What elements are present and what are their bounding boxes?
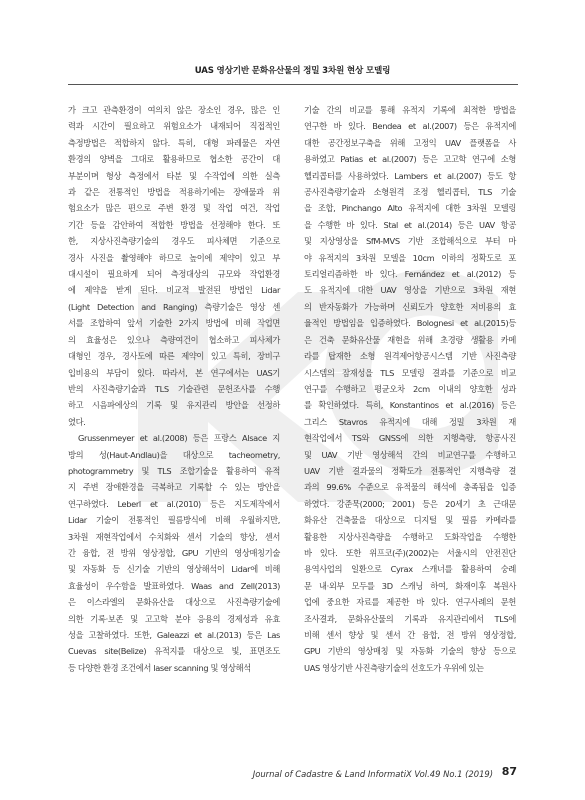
text-line: 3차원 재현작업에서 수치화와 센서 기술의 향상, 센서 <box>68 531 280 542</box>
text-line: 가 크고 관측환경이 여의치 않은 장소인 경우, 많은 인 <box>68 105 280 115</box>
text-line: 을 수행한 바 있다. Stal et al.(2014) 등은 UAV 항공 <box>304 219 516 230</box>
journal-footer: Journal of Cadastre & Land InformatiX Vol.49 No.1 (2019) <box>252 769 493 779</box>
text-line: 한, 지상사진측량기술의 경우도 피사체면 기준으로 <box>68 236 280 247</box>
text-line: 용역사업의 일환으로 Cyrax 스캐너를 활용하여 숭례 <box>304 564 516 575</box>
text-line: 율적인 방법임을 입증하였다. Bolognesi et al.(2015)등 <box>304 318 516 329</box>
text-line: 도 유적지에 대한 UAV 영상을 기반으로 3차원 재현 <box>304 285 516 296</box>
text-line: 화유산 건축물을 대상으로 디지털 및 필름 카메라를 <box>304 515 516 526</box>
text-line: 연구하였다. Leberl et al.(2010) 등은 지도제작에서 <box>68 498 280 509</box>
text-line: 부분이며 형상 측정에서 타분 및 수작업에 의한 실측 <box>68 170 280 181</box>
text-line: 대시설이 필요하게 되어 측정대상의 규모와 작업환경 <box>68 269 280 280</box>
text-line: 바 있다. 또한 위프코(주)(2002)는 서울시의 안전진단 <box>304 547 516 558</box>
text-line: 하였다. 강준묵(2000; 2001) 등은 20세기 초 근대문 <box>304 498 516 509</box>
text-line: 야 유적지의 3차원 모델을 10cm 이하의 정확도로 포 <box>304 252 516 263</box>
text-line: 의한 기록·보존 및 고고학 분야 응용의 경제성과 유효 <box>68 613 280 624</box>
text-line: 및 UAV 기반 영상해석 간의 비교연구를 수행하고 <box>304 449 516 460</box>
text-line: 과의 99.6% 수준으로 유적물의 해석에 충족됨을 입증 <box>304 482 516 493</box>
text-line: 효율성이 우수함을 발표하였다. Waas and Zell(2013) <box>68 580 280 591</box>
text-line: 연구를 수행하고 평균오차 2cm 이내의 양호한 성과 <box>304 383 516 394</box>
text-line: 은 건축 문화유산물 재현을 위해 초경량 생활용 카메 <box>304 334 516 345</box>
text-line: 서를 조합하여 앞서 기술한 2가지 방법에 비해 작업면 <box>68 318 280 329</box>
text-line: 경사 사진을 촬영해야 하므로 높이에 제약이 있고 부 <box>68 252 280 263</box>
text-line: 과 같은 전통적인 방법을 적용하기에는 장애물과 위 <box>68 187 280 198</box>
running-header: UAS 영상기반 문화유산물의 정밀 3차원 현상 모델링 <box>194 66 391 76</box>
text-line: 를 확인하였다. 특히, Konstantinos et al.(2016) 등은 <box>304 400 516 411</box>
text-line: 용하였고 Patias et al.(2007) 등은 고고학 연구에 소형 <box>304 154 516 165</box>
text-line: 대한 공간정보구축을 위해 고정익 UAV 플랫폼을 사 <box>304 137 516 148</box>
text-line: 의 반자동화가 가능하며 신뢰도가 양호한 저비용의 효 <box>304 301 516 312</box>
text-line: 험요소가 많은 편으로 주변 환경 및 작업 여건, 작업 <box>68 203 280 214</box>
text-line: 비해 센서 향상 및 센서 간 융합, 전 방위 영상정합, <box>304 630 516 640</box>
text-line: 활용한 지상사진측량을 수행하고 도화작업을 수행한 <box>304 531 516 542</box>
text-line: 측정방법은 적합하지 않다. 특히, 대형 파레물은 자연 <box>68 137 280 148</box>
text-line: 그리스 Stavros 유적지에 대해 정밀 3차원 재 <box>304 416 516 427</box>
text-line: 기술 간의 비교를 통해 유적지 기록에 최적한 방법을 <box>304 105 516 115</box>
text-line: UAS 영상기반 사진측량기술의 선호도가 우위에 있는 <box>304 662 484 673</box>
text-line: 라를 탑재한 소형 원격제어항공시스템 기반 사진측량 <box>304 351 516 362</box>
text-line: 방의 성(Haut-Andlau)을 대상으로 tacheometry, <box>68 449 280 460</box>
text-line: 조사결과, 문화유산물의 기록과 유지관리에서 TLS에 <box>304 613 516 624</box>
text-line: photogrammetry 및 TLS 조합기술을 활용하여 유적 <box>68 465 280 476</box>
text-line: 환경의 양벽을 그대로 활용하므로 협소한 공간이 대 <box>68 154 280 165</box>
text-line: 토리얼리즘하한 바 있다. Fernández et al.(2012) 등 <box>304 269 516 280</box>
text-line: 업에 중요한 자료를 제공한 바 있다. 연구사례의 문헌 <box>304 597 516 608</box>
text-line: 력과 시간이 필요하고 위험요소가 내재되어 직접적인 <box>68 121 280 132</box>
text-line: 및 지상영상을 SfM-MVS 기반 조합해석으로 부터 마 <box>304 236 516 247</box>
page-number: 87 <box>501 765 517 778</box>
text-line: 등 다양한 환경 조건에서 laser scanning 및 영상해석 <box>68 662 251 673</box>
text-line: 헬리콥터를 사용하였다. Lambers et al.(2007) 등도 항 <box>304 170 516 181</box>
text-line: 및 자동화 등 신기술 기반의 영상해석이 Lidar에 비해 <box>68 564 280 575</box>
text-line: 의 효율성은 있으나 측량여건이 협소하고 피사체가 <box>68 334 280 345</box>
text-line: 시스템의 잠재성을 TLS 모델링 결과를 기준으로 비교 <box>304 367 516 378</box>
text-line: 반의 사진측량기술과 TLS 기술관련 문헌조사를 수행 <box>68 383 280 394</box>
text-line: (Light Detection and Ranging) 측량기술은 영상 센 <box>68 301 280 312</box>
text-line: 에 제약을 받게 된다. 비교적 발전된 방법인 Lidar <box>68 285 280 296</box>
text-line: 현작업에서 TS와 GNSS에 의한 지행측량, 항공사진 <box>304 433 516 444</box>
left-text-column <box>68 102 280 676</box>
text-line: 지 주변 장애환경을 극복하고 기록할 수 있는 방안을 <box>68 482 280 493</box>
text-line: 하고 시음파에상의 기록 및 유지관리 방안을 선정하 <box>68 400 280 411</box>
text-line: Grussenmeyer et al.(2008) 등은 프랑스 Alsace 지 <box>78 433 280 444</box>
text-line: 간 융합, 전 방위 영상정합, GPU 기반의 영상매칭기술 <box>68 547 280 558</box>
text-line: UAV 기반 결과물의 정확도가 전통적인 지행측량 결 <box>304 465 516 476</box>
text-line: 였다. <box>68 416 86 427</box>
text-line: 대형인 경우, 경사도에 따른 제약이 있고 특히, 장비구 <box>68 351 280 362</box>
text-line: 성을 고찰하였다. 또한, Galeazzi et al.(2013) 등은 Las <box>68 630 280 640</box>
text-line: 연구한 바 있다. Bendea et al.(2007) 등은 유적지에 <box>304 121 516 132</box>
header-rule <box>68 84 518 85</box>
text-line: 을 조합, Pinchango Alto 유적지에 대한 3차원 모델링 <box>304 203 516 214</box>
text-line: Cuevas site(Belize) 유적지를 대상으로 빛, 표면조도 <box>68 646 280 657</box>
text-line: Lidar 기술이 전통적인 필름방식에 비해 우월하지만, <box>68 515 280 526</box>
text-line: GPU 기반의 영상매칭 및 자동화 기술의 향상 등으로 <box>304 646 516 657</box>
text-line: 은 이스라엘의 문화유산을 대상으로 사진측량기술에 <box>68 597 280 608</box>
text-line: 문 내·외부 모두를 3D 스캐닝 하여, 화재이후 복원사 <box>304 580 516 591</box>
right-text-column <box>304 102 516 676</box>
text-line: 공사진측량기술과 소형원격 조정 헬리콥터, TLS 기술 <box>304 187 516 198</box>
text-line: 기간 등을 감안하여 적합한 방법을 선정해야 한다. 또 <box>68 219 280 230</box>
text-line: 입비용의 부담이 있다. 따라서, 본 연구에서는 UAS기 <box>68 367 280 378</box>
